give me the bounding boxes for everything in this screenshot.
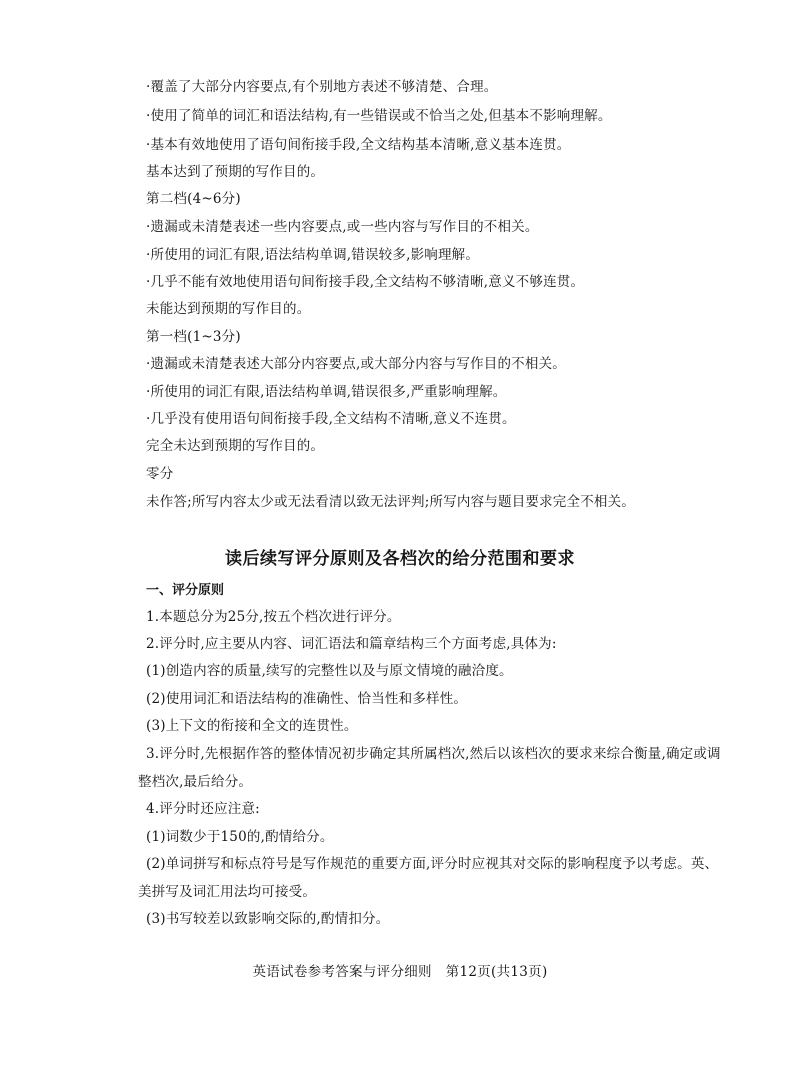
rule-3-line-2: 整档次,最后给分。 [138,774,253,790]
band2-item-3: ·几乎不能有效地使用语句间衔接手段,全文结构不够清晰,意义不够连贯。 [146,274,585,290]
part-label: 一、评分原则 [146,583,225,598]
rule-4-item-2-line-2: 美拼写及词汇用法均可接受。 [138,884,317,900]
rule-3-line-1: 3.评分时,先根据作答的整体情况初步确定其所属档次,然后以该档次的要求来综合衡量,确定或调 [146,746,721,762]
rule-4: 4.评分时还应注意: [146,801,260,817]
band3-item-3: ·基本有效地使用了语句间衔接手段,全文结构基本清晰,意义基本连贯。 [146,137,571,153]
band3-conclusion: 基本达到了预期的写作目的。 [146,164,325,180]
band2-item-1: ·遗漏或未清楚表述一些内容要点,或一些内容与写作目的不相关。 [146,219,539,235]
band3-item-2: ·使用了简单的词汇和语法结构,有一些错误或不恰当之处,但基本不影响理解。 [146,108,612,124]
page-footer: 英语试卷参考答案与评分细则 第12页(共13页) [252,964,548,980]
band3-item-1: ·覆盖了大部分内容要点,有个别地方表述不够清楚、合理。 [146,79,498,95]
rule-2-item-1: (1)创造内容的质量,续写的完整性以及与原文情境的融洽度。 [146,663,513,679]
zero-title: 零分 [146,466,174,482]
band1-item-1: ·遗漏或未清楚表述大部分内容要点,或大部分内容与写作目的不相关。 [146,356,566,372]
rule-2: 2.评分时,应主要从内容、词汇语法和篇章结构三个方面考虑,具体为: [146,636,557,652]
band1-title: 第一档(1~3分) [146,329,241,345]
rule-4-item-2-line-1: (2)单词拼写和标点符号是写作规范的重要方面,评分时应视其对交际的影响程度予以考虑。英、 [146,856,719,872]
band2-conclusion: 未能达到预期的写作目的。 [146,301,311,317]
band1-item-2: ·所使用的词汇有限,语法结构单调,错误很多,严重影响理解。 [146,384,507,400]
rule-2-item-3: (3)上下文的衔接和全文的连贯性。 [146,718,358,734]
band1-item-3: ·几乎没有使用语句间衔接手段,全文结构不清晰,意义不连贯。 [146,411,516,427]
band2-item-2: ·所使用的词汇有限,语法结构单调,错误较多,影响理解。 [146,247,480,263]
rule-2-item-2: (2)使用词汇和语法结构的准确性、恰当性和多样性。 [146,691,468,707]
band1-conclusion: 完全未达到预期的写作目的。 [146,438,325,454]
rule-4-item-1: (1)词数少于150的,酌情给分。 [146,829,334,845]
rule-4-item-3: (3)书写较差以致影响交际的,酌情扣分。 [146,911,390,927]
zero-text: 未作答;所写内容太少或无法看清以致无法评判;所写内容与题目要求完全不相关。 [146,494,635,510]
section-heading: 读后续写评分原则及各档次的给分范围和要求 [225,549,575,569]
rule-1: 1.本题总分为25分,按五个档次进行评分。 [146,609,401,625]
band2-title: 第二档(4~6分) [146,191,241,207]
